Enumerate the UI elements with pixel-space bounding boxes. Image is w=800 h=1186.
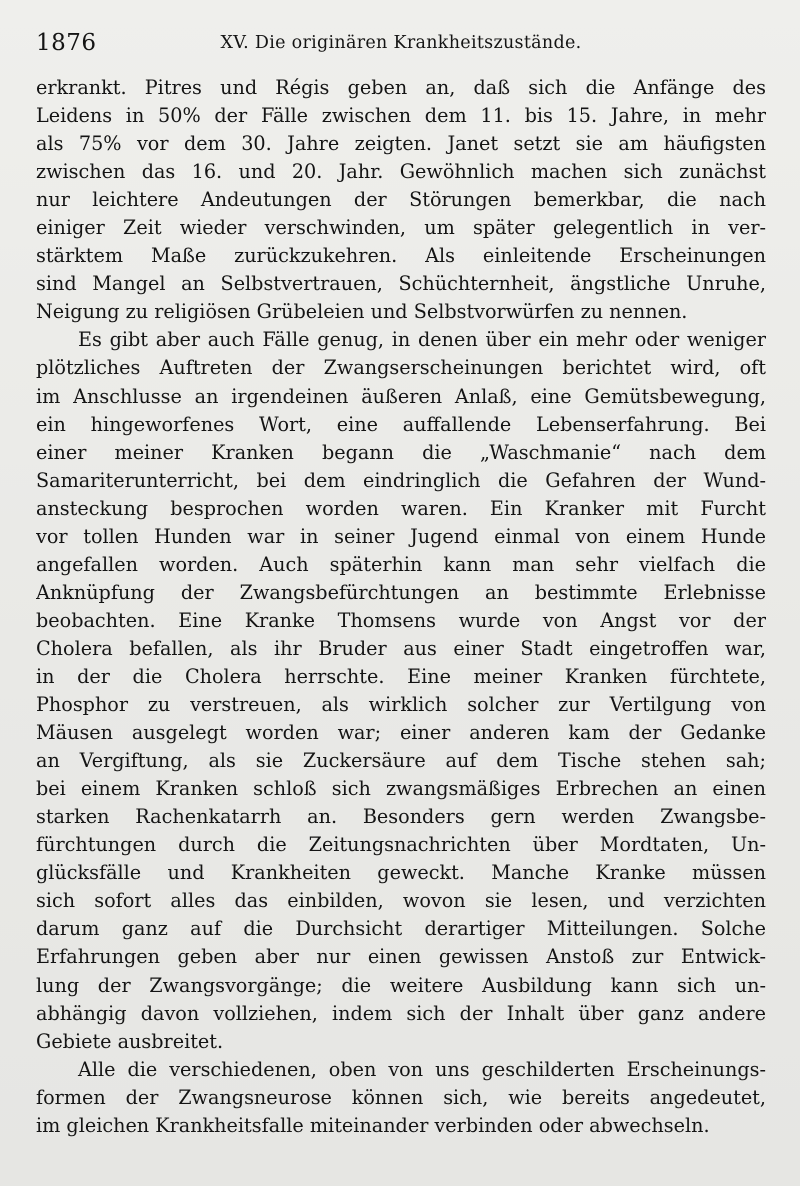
text-line: ansteckung besprochen worden waren. Ein Kranker mit Furcht bbox=[36, 496, 766, 520]
paragraph bbox=[36, 1056, 766, 1140]
text-line: ein hingeworfenes Wort, eine auffallende Lebenserfahrung. Bei bbox=[36, 412, 766, 436]
text-line: an Vergiftung, als sie Zuckersäure auf dem Tische stehen sah; bbox=[36, 749, 766, 773]
text-line: Samariterunterricht, bei dem eindringlich die Gefahren der Wund- bbox=[36, 468, 766, 492]
running-title: XV. Die originären Krankheitszustände. bbox=[220, 33, 582, 53]
text-line: Mäusen ausgelegt worden war; einer anderen kam der Gedanke bbox=[36, 721, 766, 745]
text-line: im gleichen Krankheitsfalle miteinander verbinden oder abwechseln. bbox=[36, 1113, 710, 1137]
text-line: lung der Zwangsvorgänge; die weitere Ausbildung kann sich un- bbox=[36, 973, 766, 997]
paragraph bbox=[36, 326, 766, 1055]
text-line: als 75% vor dem 30. Jahre zeigten. Janet setzt sie am häufigsten bbox=[36, 132, 766, 156]
text-line: sich sofort alles das einbilden, wovon sie lesen, und verzichten bbox=[36, 889, 766, 913]
text-line: Leidens in 50% der Fälle zwischen dem 11. bis 15. Jahre, in mehr bbox=[36, 104, 766, 128]
text-line: zwischen das 16. und 20. Jahr. Gewöhnlich machen sich zunächst bbox=[36, 160, 766, 184]
text-line: fürchtungen durch die Zeitungsnachrichten über Mordtaten, Un- bbox=[36, 833, 766, 857]
paragraph bbox=[36, 74, 766, 326]
page-header bbox=[36, 30, 766, 64]
text-line: bei einem Kranken schloß sich zwangsmäßiges Erbrechen an einen bbox=[36, 777, 766, 801]
text-line: beobachten. Eine Kranke Thomsens wurde von Angst vor der bbox=[36, 608, 766, 632]
text-line: nur leichtere Andeutungen der Störungen bemerkbar, die nach bbox=[36, 188, 766, 212]
text-line: Es gibt aber auch Fälle genug, in denen über ein mehr oder weniger bbox=[78, 328, 766, 352]
text-line: Cholera befallen, als ihr Bruder aus einer Stadt eingetroffen war, bbox=[36, 636, 766, 660]
text-line: in der die Cholera herrschte. Eine meiner Kranken fürchtete, bbox=[36, 664, 766, 688]
page-number: 1876 bbox=[36, 30, 97, 56]
text-line: abhängig davon vollziehen, indem sich der Inhalt über ganz andere bbox=[36, 1001, 766, 1025]
text-line: darum ganz auf die Durchsicht derartiger Mitteilungen. Solche bbox=[36, 917, 766, 941]
text-line: Gebiete ausbreitet. bbox=[36, 1029, 224, 1053]
text-line: einiger Zeit wieder verschwinden, um später gelegentlich in ver- bbox=[36, 216, 766, 240]
text-line: formen der Zwangsneurose können sich, wie bereits angedeutet, bbox=[36, 1085, 766, 1109]
text-line: einer meiner Kranken begann die „Waschmanie“ nach dem bbox=[36, 440, 766, 464]
text-line: glücksfälle und Krankheiten geweckt. Manche Kranke müssen bbox=[36, 861, 766, 885]
text-line: plötzliches Auftreten der Zwangserscheinungen berichtet wird, oft bbox=[36, 356, 766, 380]
text-line: im Anschlusse an irgendeinen äußeren Anlaß, eine Gemütsbewegung, bbox=[36, 384, 766, 408]
text-line: vor tollen Hunden war in seiner Jugend einmal von einem Hunde bbox=[36, 524, 766, 548]
text-line: angefallen worden. Auch späterhin kann man sehr vielfach die bbox=[36, 552, 766, 576]
text-line: stärktem Maße zurückzukehren. Als einleitende Erscheinungen bbox=[36, 244, 766, 268]
text-line: Alle die verschiedenen, oben von uns geschilderten Erscheinungs- bbox=[78, 1057, 766, 1081]
text-line: Anknüpfung der Zwangsbefürchtungen an bestimmte Erlebnisse bbox=[36, 580, 766, 604]
text-line: sind Mangel an Selbstvertrauen, Schüchternheit, ängstliche Unruhe, bbox=[36, 272, 766, 296]
text-line: starken Rachenkatarrh an. Besonders gern werden Zwangsbe- bbox=[36, 805, 766, 829]
text-line: Phosphor zu verstreuen, als wirklich solcher zur Vertilgung von bbox=[36, 693, 766, 717]
body-text bbox=[36, 74, 766, 1140]
text-line: Neigung zu religiösen Grübeleien und Selbstvorwürfen zu nennen. bbox=[36, 300, 688, 324]
text-line: Erfahrungen geben aber nur einen gewissen Anstoß zur Entwick- bbox=[36, 945, 766, 969]
text-line: erkrankt. Pitres und Régis geben an, daß sich die Anfänge des bbox=[36, 76, 766, 99]
